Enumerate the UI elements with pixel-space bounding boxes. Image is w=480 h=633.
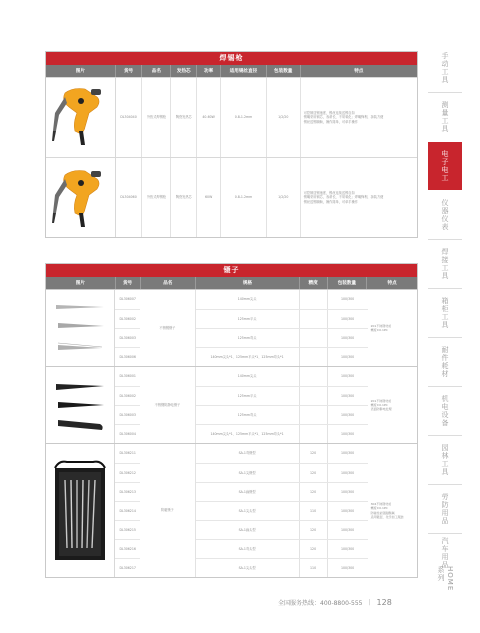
power: 40-60W: [197, 78, 221, 157]
product-code: DL306006: [119, 354, 136, 359]
nav-item-safety-products[interactable]: 劳防用品: [441, 493, 449, 525]
tweezers-table: [45, 263, 418, 578]
table-row: [46, 157, 417, 237]
precision: 120: [300, 444, 328, 463]
header-image: 图片: [46, 65, 116, 77]
product-code: DL304040: [116, 78, 143, 157]
spec: SA-1扁镊型: [196, 483, 300, 501]
spec: SA-1弯头型: [196, 540, 300, 558]
table-row-spec: [196, 290, 368, 309]
features: 可控制送锡速度，锡丝连续送锡自如 锡嘴采用铜芯，寿命长，不易氧化；焊嘴锋利，拆装方便 锡丝送锡顺畅，操作简单，可单手操作: [303, 110, 384, 124]
stainless-tweezers-image: [46, 290, 115, 366]
table-row: [115, 405, 140, 424]
solder-gun-table: [45, 51, 418, 238]
pack-quantity: 100/300: [340, 335, 355, 340]
precision: [300, 310, 328, 328]
group-spec-rows: [196, 444, 368, 577]
solder-gun-image: [46, 158, 116, 237]
power: 60W: [197, 158, 221, 237]
header-code: 货号: [116, 65, 143, 77]
precision: [300, 406, 328, 424]
product-code: DL306003: [119, 335, 136, 340]
table-row-spec: [196, 482, 368, 501]
product-code: DL306007: [119, 297, 136, 302]
table-row: [115, 424, 140, 443]
precision: 110: [300, 502, 328, 520]
table-row-spec: [196, 501, 368, 520]
group-spec-rows: [196, 290, 368, 366]
table-row: [115, 482, 140, 501]
table-row-spec: [196, 444, 368, 463]
precision: [300, 387, 328, 405]
precision: [300, 329, 328, 347]
header-power: 功率: [197, 65, 221, 77]
nav-item-instruments[interactable]: 仪器仪表: [441, 199, 449, 231]
pack-quantity: 100/300: [340, 412, 355, 417]
table-row-spec: [196, 558, 368, 577]
table-row: [115, 386, 140, 405]
category-sidenav: [428, 44, 462, 592]
pack-quantity: 100/300: [340, 297, 355, 302]
nav-item-home-series[interactable]: HOME系列: [437, 566, 454, 592]
table-row-spec: [196, 328, 368, 347]
spec: 140mm尖头: [196, 367, 300, 386]
pack-quantity: 100/300: [340, 546, 355, 551]
spec: SA-1尖头型: [196, 502, 300, 520]
features: 可控制送锡速度，锡丝连续送锡自如 锡嘴采用铜芯，寿命长，不易氧化；焊嘴锋利，拆装方便 锡丝送锡顺畅，操作简单，可单手操作: [303, 190, 384, 204]
spec: SA-1扁头型: [196, 521, 300, 539]
nav-item-electronics[interactable]: 电子电工: [428, 142, 462, 190]
product-code: DL306217: [119, 565, 136, 570]
table-row: [115, 328, 140, 347]
product-code: DL304060: [116, 158, 143, 237]
page-number: 128: [376, 598, 392, 607]
tweezers-group-antimagnetic: [46, 443, 417, 577]
solder-gun-header-row: [46, 65, 417, 77]
tweezers-group-antistatic: [46, 366, 417, 443]
header-core: 发热芯: [171, 65, 197, 77]
header-pack: 包装数量: [267, 65, 301, 77]
features: 201不锈钢材质 精度±0.1PC: [370, 323, 392, 332]
tweezers-title: 镊子: [46, 264, 417, 277]
spec: 125mm弯头: [196, 406, 300, 424]
table-row-spec: [196, 347, 368, 366]
precision: 120: [300, 540, 328, 558]
header-features: 特点: [354, 69, 364, 74]
nav-item-welding-tools[interactable]: 焊接工具: [441, 248, 449, 280]
group-rows: [115, 444, 140, 577]
header-pack: 包装数量: [328, 277, 368, 289]
service-hotline: 全国服务热线：400-8800-555: [278, 600, 363, 607]
pack-quantity: 100/300: [340, 508, 355, 513]
nav-item-cabinet-tools[interactable]: 箱柜工具: [441, 297, 449, 329]
spec: 140mm尖头: [196, 290, 300, 309]
spec: 125mm平头: [196, 310, 300, 328]
footer-divider: |: [368, 599, 371, 606]
antimagnetic-tweezers-kit-image: [46, 444, 115, 577]
pack-quantity: 100/300: [340, 470, 355, 475]
table-row-spec: [196, 463, 368, 482]
pack-quantity: 100/300: [340, 316, 355, 321]
pack-quantity: 100/300: [340, 527, 355, 532]
table-row: [115, 558, 140, 577]
heating-core: 陶瓷发热芯: [171, 78, 197, 157]
table-row: [115, 367, 140, 386]
precision: 120: [300, 521, 328, 539]
table-row-spec: [196, 386, 368, 405]
table-row: [46, 77, 417, 157]
product-code: DL306001: [119, 374, 136, 379]
product-name: 外热式焊锡枪: [142, 158, 171, 237]
features: 304不锈钢材质 精度±0.1PC 防磁性能强耐酸碱 适用镀层、化学加工服装: [370, 502, 404, 519]
pack-quantity: 100/300: [340, 565, 355, 570]
product-code: DL306216: [119, 546, 136, 551]
product-name: 外热式焊锡枪: [142, 78, 171, 157]
product-code: DL306002: [119, 393, 136, 398]
table-row: [115, 309, 140, 328]
nav-item-garden-tools[interactable]: 园林工具: [441, 444, 449, 476]
nav-item-measuring-tools[interactable]: 测量工具: [441, 101, 449, 133]
header-name: 品名: [142, 65, 171, 77]
nav-item-consumables[interactable]: 耐件耗材: [441, 346, 449, 378]
wire-diameter: 0.8-1.2mm: [221, 158, 267, 237]
pack-quantity: 100/300: [340, 374, 355, 379]
table-row: [115, 290, 140, 309]
nav-item-mechanical-equipment[interactable]: 机电设备: [441, 395, 449, 427]
product-code: DL306004: [119, 431, 136, 436]
spec: SA-1弯镊型: [196, 444, 300, 463]
table-row: [115, 520, 140, 539]
pack-quantity: 100/300: [340, 431, 355, 436]
product-name: 不锈钢镊子: [140, 290, 195, 366]
precision: [300, 425, 328, 443]
tweezers-header-row: [46, 277, 417, 289]
nav-item-hand-tools[interactable]: 手动工具: [441, 52, 449, 84]
group-rows: [115, 290, 140, 366]
table-row: [115, 539, 140, 558]
wire-diameter: 0.8-1.2mm: [221, 78, 267, 157]
header-features: 特点: [387, 281, 397, 286]
product-code: DL306214: [119, 508, 136, 513]
header-diameter: 适用锡丝直径: [221, 65, 267, 77]
product-code: DL306211: [119, 451, 136, 456]
nav-item-auto-products[interactable]: 汽车用品: [441, 537, 449, 569]
precision: [300, 290, 328, 309]
table-row-spec: [196, 405, 368, 424]
spec: 140mm尖头*1、125mm平头*1、125mm弯头*1: [196, 348, 300, 366]
spec: 140mm尖头*1、125mm平头*1、125mm弯头*1: [196, 425, 300, 443]
pack-quantity: 1/2/20: [267, 158, 301, 237]
product-code: DL306212: [119, 470, 136, 475]
features: 201不锈钢材质 精度±0.1PC 表面防静电处理: [370, 398, 392, 412]
table-row-spec: [196, 539, 368, 558]
antistatic-tweezers-image: [46, 367, 115, 443]
pack-quantity: 100/300: [340, 451, 355, 456]
page-footer: [278, 598, 392, 607]
header-image: 图片: [46, 277, 116, 289]
product-code: DL306215: [119, 527, 136, 532]
pack-quantity: 100/300: [340, 354, 355, 359]
header-name: 品名: [141, 277, 197, 289]
group-rows: [115, 367, 140, 443]
header-precision: 精度: [300, 277, 328, 289]
precision: [300, 367, 328, 386]
table-row-spec: [196, 424, 368, 443]
table-row: [115, 463, 140, 482]
product-code: DL306002: [119, 316, 136, 321]
header-spec: 规格: [196, 277, 299, 289]
spec: 125mm平头: [196, 387, 300, 405]
product-name: 防磁镊子: [140, 444, 195, 577]
precision: 120: [300, 483, 328, 501]
precision: [300, 348, 328, 366]
table-row: [115, 501, 140, 520]
spec: 125mm弯头: [196, 329, 300, 347]
precision: 120: [300, 464, 328, 482]
product-code: DL306003: [119, 412, 136, 417]
solder-gun-title: 焊锡枪: [46, 52, 417, 65]
precision: 110: [300, 559, 328, 577]
header-code: 货号: [116, 277, 141, 289]
pack-quantity: 1/2/20: [267, 78, 301, 157]
group-spec-rows: [196, 367, 368, 443]
pack-quantity: 100/300: [340, 393, 355, 398]
pack-quantity: 100/300: [340, 489, 355, 494]
heating-core: 陶瓷发热芯: [171, 158, 197, 237]
table-row-spec: [196, 367, 368, 386]
product-name: 不锈钢防静电镊子: [140, 367, 195, 443]
spec: SA-1尖镊型: [196, 464, 300, 482]
product-code: DL306213: [119, 489, 136, 494]
tweezers-group-stainless: [46, 289, 417, 366]
table-row: [115, 444, 140, 463]
spec: SA-1尖头型: [196, 559, 300, 577]
table-row-spec: [196, 309, 368, 328]
solder-gun-image: [46, 78, 116, 157]
table-row-spec: [196, 520, 368, 539]
table-row: [115, 347, 140, 366]
